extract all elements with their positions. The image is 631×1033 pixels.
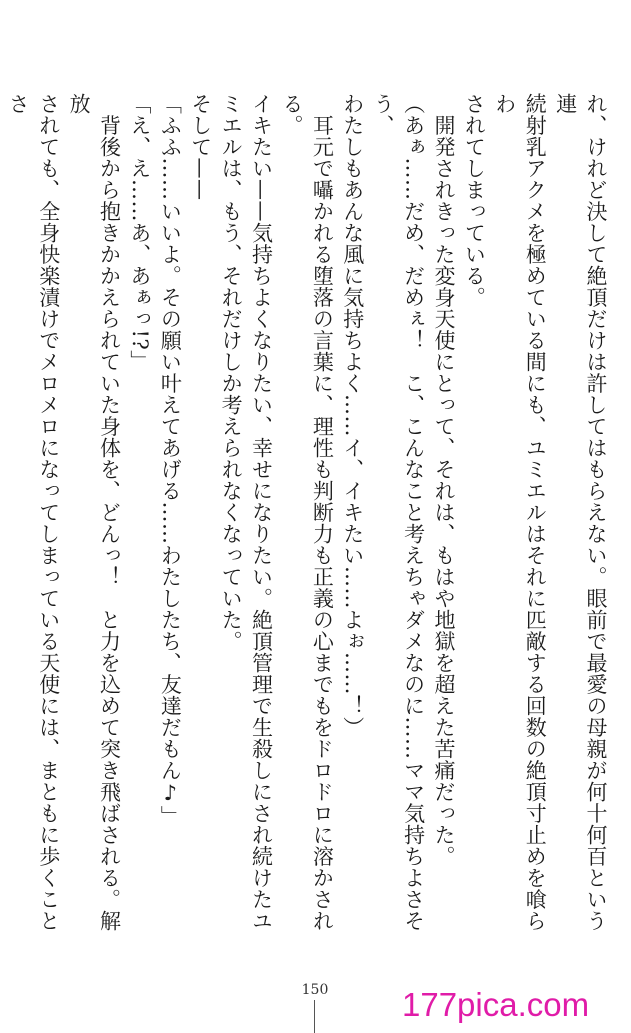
site-watermark: 177pica.com bbox=[402, 986, 590, 1023]
paragraph-1: れ、けれど決して絶頂だけは許してはもらえない。眼前で最愛の母親が何十何百という連 bbox=[553, 93, 608, 932]
paragraph-13: 背後から抱きかかえられていた身体を、どんっ！ と力を込めて突き飛ばされる。解放 bbox=[67, 93, 122, 932]
paragraph-14: されても、全身快楽漬けでメロメロになってしまっている天使には、まともに歩くことさ bbox=[6, 93, 61, 932]
paragraph-2: 続射乳アクメを極めている間にも、ユミエルはそれに匹敵する回数の絶頂寸止めを喰らわ bbox=[492, 93, 548, 932]
paragraph-5: （あぁ……だめ、だめぇ！ こ、こんなこと考えちゃダメなのに……ママ気持ちよさそう、 bbox=[371, 93, 426, 932]
paragraph-10: そして—— bbox=[188, 93, 213, 201]
page-number: 150 bbox=[301, 982, 329, 998]
paragraph-7: 耳元で囁かれる堕落の言葉に、理性も判断力も正義の心までもをドロドロに溶かされる。 bbox=[279, 93, 335, 932]
paragraph-3: されてしまっている。 bbox=[462, 93, 487, 308]
paragraph-8: イキたい——気持ちよくなりたい、幸せになりたい。絶頂管理で生殺しにされ続けたユ bbox=[249, 93, 274, 932]
paragraph-9: ミエルは、もう、それだけしか考えられなくなっていた。 bbox=[219, 93, 244, 652]
paragraph-6: わたしもあんな風に気持ちよく……イ、イキたい……よぉ……！） bbox=[340, 93, 365, 738]
paragraph-4: 開発されきった変身天使にとって、それは、もはや地獄を超えた苦痛だった。 bbox=[431, 93, 456, 867]
paragraph-15 bbox=[0, 93, 3, 948]
paragraph-11: 「ふふ……いいよ。その願い叶えてあげる……わたしたち、友達だもん♪」 bbox=[158, 93, 183, 827]
paragraph-12: 「え、え……あ、あぁっ!?」 bbox=[127, 93, 152, 372]
page-number-rule bbox=[314, 1000, 315, 1033]
body-text bbox=[0, 93, 611, 948]
